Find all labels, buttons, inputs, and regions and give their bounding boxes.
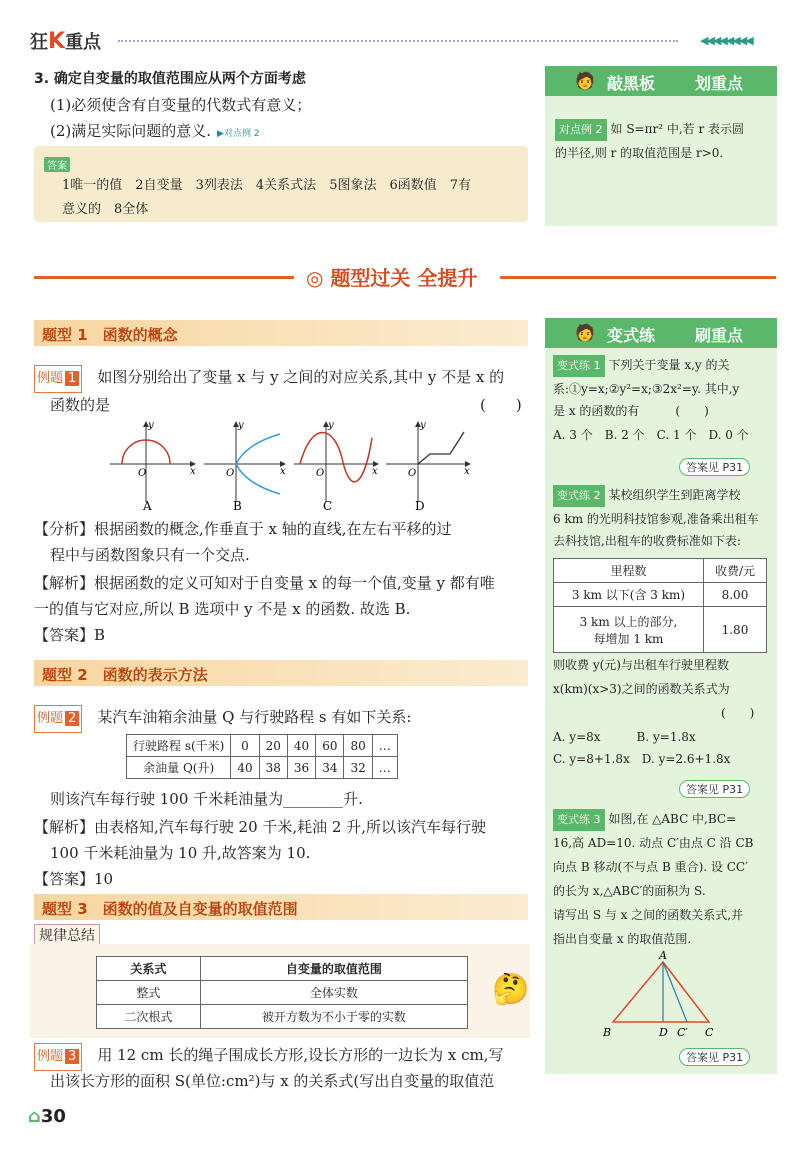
svg-text:O: O [226, 468, 235, 479]
ex2-solution-2: 100 千米耗油量为 10 升,故答案为 10. [50, 844, 311, 862]
ex3-line-2: 出该长方形的面积 S(单位:cm²)与 x 的关系式(写出自变量的取值范 [50, 1072, 495, 1090]
p3-answer-ref[interactable]: 答案见 P31 [679, 1046, 750, 1066]
ex1-paren: ( ) [480, 396, 522, 414]
svg-text:y: y [420, 420, 426, 431]
p3-line-3: 向点 B 移动(不与点 B 重合). 设 CC′ [553, 860, 748, 874]
graph-b [204, 420, 286, 513]
svg-text:y: y [238, 420, 244, 431]
title-rule-right [500, 276, 776, 279]
section-title: ◎ 题型过关 全提升 [306, 266, 478, 290]
p2-line-1: 变式练 2 某校组织学生到距离学校 [553, 484, 741, 507]
example-badge: 例题 1 [34, 365, 82, 393]
p2-line-4: 则收费 y(元)与出租车行驶里程数 [553, 658, 729, 672]
answer-line-2: 意义的 8全体 [62, 202, 149, 217]
point-c-prime: C′ [677, 1026, 688, 1039]
ex1-analysis-2: 程中与函数图象只有一个交点. [50, 546, 250, 564]
graph-c [294, 420, 378, 513]
svg-text:x: x [372, 466, 378, 477]
cross-ref-link[interactable]: ▶对点例 2 [217, 129, 260, 139]
svg-text:O: O [138, 468, 147, 479]
title-rule-left [34, 276, 294, 279]
p1-answer-ref[interactable]: 答案见 P31 [679, 456, 750, 476]
example-badge: 例题 3 [34, 1043, 82, 1071]
ex1-line-1: 例题 1 如图分别给出了变量 x 与 y 之间的对应关系,其中 y 不是 x 的 [34, 364, 504, 393]
type3-bar: 题型 3 函数的值及自变量的取值范围 [34, 894, 528, 920]
p3-line-6: 指出自变量 x 的取值范围. [553, 932, 692, 946]
p1-options: A. 3 个 B. 2 个 C. 1 个 D. 0 个 [553, 428, 749, 442]
page-number: ⌂30 [28, 1106, 66, 1127]
p2-options-1: A. y=8x B. y=1.8x [553, 730, 696, 744]
ex2-solution-1: 【解析】由表格知,汽车每行驶 20 千米,耗油 2 升,所以该汽车每行驶 [34, 818, 487, 836]
header-divider [118, 40, 678, 42]
example-badge: 例题 2 [34, 705, 82, 733]
p2-line-5: x(km)(x>3)之间的函数关系式为 [553, 682, 730, 696]
ex1-solution-1: 【解析】根据函数的定义可知对于自变量 x 的每一个值,变量 y 都有唯 [34, 574, 495, 592]
point-d: D [659, 1026, 668, 1039]
p1-line-3: 是 x 的函数的有 ( ) [553, 404, 709, 418]
graph-label-a: A [143, 499, 152, 513]
practice-box [545, 348, 777, 1074]
fuel-table: 行驶路程 s(千米) 0 20 40 60 80 … 余油量 Q(升) 40 38 36 34 32 … [126, 734, 398, 779]
taxi-fare-table: 里程数 收费/元 3 km 以下(含 3 km) 8.00 3 km 以上的部分, 每增加 1 km 1.80 [553, 558, 767, 653]
ex1-solution-2: 一的值与它对应,所以 B 选项中 y 不是 x 的函数. 故选 B. [34, 600, 411, 618]
answer-line-1: 1唯一的值 2自变量 3列表法 4关系式法 5图象法 6函数值 7有 [62, 178, 472, 193]
badge-icon: ◎ [306, 266, 324, 290]
p3-line-4: 的长为 x,△ABC′的面积为 S. [553, 884, 706, 898]
compass-icon: ⌂ [28, 1106, 41, 1127]
function-graphs [100, 418, 490, 518]
blackboard-box [545, 96, 777, 226]
svg-text:O: O [316, 468, 325, 479]
p1-line-1: 变式练 1 下列关于变量 x,y 的关 [553, 354, 730, 377]
thinker-illustration: 🤔 [492, 972, 530, 1007]
brand-logo: 狂K重点 [30, 29, 102, 54]
svg-text:x: x [280, 466, 286, 477]
p2-answer-ref[interactable]: 答案见 P31 [679, 778, 750, 798]
point-b: B [603, 1026, 612, 1039]
p3-line-5: 请写出 S 与 x 之间的函数关系式,并 [553, 908, 744, 922]
graph-d [386, 420, 470, 513]
svg-text:x: x [464, 466, 470, 477]
practice-header: 🧑 变式练 刷重点 [545, 318, 777, 348]
svg-text:O: O [408, 468, 417, 479]
point-a: A [659, 950, 667, 962]
p3-line-1: 变式练 3 如图,在 △ABC 中,BC= [553, 808, 736, 831]
answer-tag: 答案 [44, 154, 70, 173]
rule-table: 关系式 自变量的取值范围 整式 全体实数 二次根式 被开方数为不小于零的实数 [96, 956, 468, 1029]
ex3-line-1: 例题 3 用 12 cm 长的绳子围成长方形,设长方形的一边长为 x cm,写 [34, 1042, 504, 1071]
ex1-answer: 【答案】B [34, 626, 106, 644]
p2-options-2: C. y=8+1.8x D. y=2.6+1.8x [553, 752, 731, 766]
svg-text:y: y [328, 420, 334, 431]
concept-line-2: (2)满足实际问题的意义. ▶对点例 2 [50, 122, 260, 140]
ex1-analysis-1: 【分析】根据函数的概念,作垂直于 x 轴的直线,在左右平移的过 [34, 520, 452, 538]
blackboard-header: 🧑 敲黑板 划重点 [545, 66, 777, 96]
rule-summary-tag: 规律总结 [34, 924, 100, 946]
blackboard-line-2: 的半径,则 r 的取值范围是 r>0. [555, 146, 724, 160]
triangle-figure [601, 950, 731, 1040]
concept-line-1: (1)必须使含有自变量的代数式有意义； [50, 96, 312, 114]
type2-bar: 题型 2 函数的表示方法 [34, 660, 528, 686]
ex2-line-2: 则该汽车每行驶 100 千米耗油量为________升. [50, 790, 363, 808]
ex2-answer: 【答案】10 [34, 870, 114, 888]
type1-bar: 题型 1 函数的概念 [34, 320, 528, 346]
point-c: C [705, 1026, 714, 1039]
p2-line-2: 6 km 的光明科技馆参观,准备乘出租车 [553, 512, 759, 526]
p3-line-2: 16,高 AD=10. 动点 C′由点 C 沿 CB [553, 836, 754, 850]
ex1-line-2: 函数的是 [50, 396, 111, 414]
arrow-icon: ◀◀◀◀◀◀◀◀ [700, 34, 752, 47]
ex2-line-1: 例题 2 某汽车油箱余油量 Q 与行驶路程 s 有如下关系: [34, 704, 411, 733]
answer-box [34, 146, 528, 222]
p1-line-2: 系:①y=x;②y²=x;③2x²=y. 其中,y [553, 382, 740, 396]
blackboard-line-1: 对点例 2 如 S=πr² 中,若 r 表示圆 [555, 118, 744, 141]
graph-a [110, 420, 196, 513]
p2-paren: ( ) [721, 706, 755, 720]
graph-label-d: D [415, 499, 425, 513]
svg-text:x: x [190, 466, 196, 477]
graph-label-c: C [323, 499, 333, 513]
concept-title: 3. 确定自变量的取值范围应从两个方面考虑 [34, 71, 306, 87]
graph-label-b: B [233, 499, 242, 513]
svg-text:y: y [148, 420, 154, 431]
p2-line-3: 去科技馆,出租车的收费标准如下表: [553, 534, 741, 548]
